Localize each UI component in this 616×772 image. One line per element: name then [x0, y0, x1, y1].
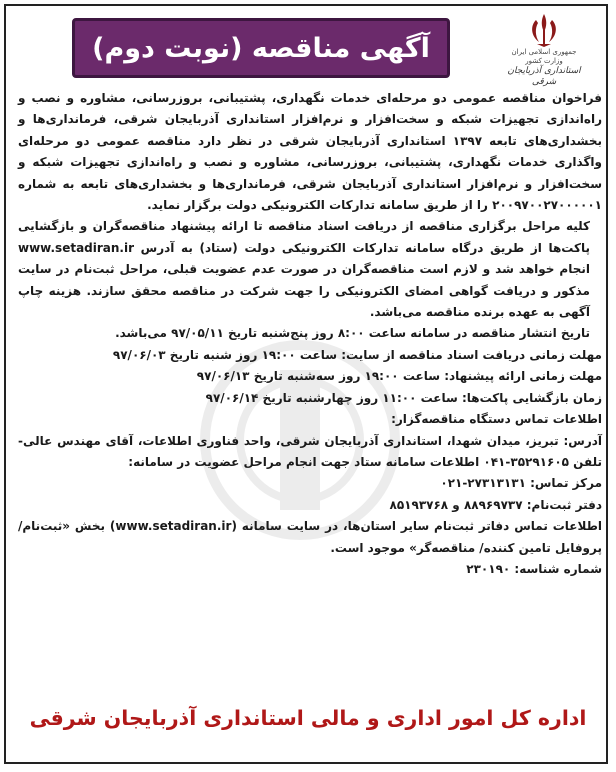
identifier-number: شماره شناسه: ۲۳۰۱۹۰ — [466, 561, 602, 576]
doc-deadline: مهلت زمانی دریافت اسناد مناقصه از سایت: ساعت ۱۹:۰۰ روز شنبه تاریخ ۹۷/۰۶/۰۳ — [112, 347, 602, 362]
contact-heading: اطلاعات تماس دستگاه مناقصه‌گزار: — [391, 412, 602, 427]
other-provinces-info: اطلاعات تماس دفاتر ثبت‌نام سایر استان‌ها، در سایت سامانه (www.setadiran.ir) بخش «ثبت‌نام/ پروفایل تامین کننده/ مناقصه‌گر» موجود است. — [18, 519, 602, 555]
logo — [496, 12, 592, 87]
logo-line1: جمهوری اسلامی ایران — [511, 48, 577, 56]
contact-address: آدرس: تبریز، میدان شهدا، استانداری آذربایجان شرقی، واحد فناوری اطلاعات، آقای مهندس عالی- تلفن ۳۵۲۹۱۶۰۵-۰۴۱ اطلاعات سامانه ستاد جهت انجام مراحل عضویت در سامانه: — [18, 433, 602, 469]
publish-date: تاریخ انتشار مناقصه در سامانه ساعت ۸:۰۰ روز پنج‌شنبه تاریخ ۹۷/۰۵/۱۱ می‌باشد. — [115, 326, 590, 341]
opening-time: زمان بازگشایی پاکت‌ها: ساعت ۱۱:۰۰ روز چهارشنبه تاریخ ۹۷/۰۶/۱۴ — [205, 390, 602, 405]
paragraph-intro: فراخوان مناقصه عمومی دو مرحله‌ای خدمات نگهداری، پشتیبانی، بروزرسانی، مشاوره و نصب و راه‌اندازی تجهیزات شبکه و سخت‌افزار و نرم‌افزار استانداری آذربایجان شرقی، فرمانداری‌ها و بخشداری‌های تابعه ۱۳۹۷ استانداری آذربایجان شرقی در نظر دارد مناقصه عمومی دو مرحله‌ای واگذاری خدمات نگهداری، پشتیبانی، بروزرسانی، مشاوره و نصب و راه‌اندازی تجهیزات شبکه و سخت‌افزار و نرم‌افزار استانداری آذربایجان شرقی، فرمانداری‌ها و بخشداری‌های تابعه به شماره ۲۰۰۹۷۰۰۲۷۰۰۰۰۰۱ را از طریق سامانه تدارکات الکترونیکی دولت برگزار نماید. — [18, 91, 602, 213]
iran-emblem-icon — [527, 12, 561, 48]
header — [10, 8, 606, 86]
registration-office: دفتر ثبت‌نام: ۸۸۹۶۹۷۳۷ و ۸۵۱۹۳۷۶۸ — [389, 497, 602, 512]
logo-line2: وزارت کشور — [525, 57, 563, 65]
call-center: مرکز تماس: ۲۷۳۱۳۱۳۱-۰۲۱ — [440, 476, 602, 491]
page-title: آگهی مناقصه (نوبت دوم) — [92, 32, 430, 64]
notice-body — [18, 88, 602, 580]
logo-name: استانداری آذربایجان شرقی — [507, 66, 581, 87]
footer-signature: اداره کل امور اداری و مالی استانداری آذربایجان شرقی — [29, 706, 587, 730]
paragraph-process: کلیه مراحل برگزاری مناقصه از دریافت اسناد مناقصه تا ارائه پیشنهاد مناقصه‌گران و بازگشایی پاکت‌ها از طریق درگاه سامانه تدارکات الکترونیکی دولت (ستاد) به آدرس www.setadiran.ir انجام خواهد شد و لازم است مناقصه‌گران در صورت عدم عضویت قبلی، مراحل ثبت‌نام در سایت مذکور و دریافت گواهی امضای الکترونیکی را جهت شرکت در مناقصه محقق سازند. هزینه چاپ آگهی به عهده برنده مناقصه می‌باشد. — [18, 219, 590, 320]
title-banner — [72, 18, 450, 78]
bid-deadline: مهلت زمانی ارائه پیشنهاد: ساعت ۱۹:۰۰ روز سه‌شنبه تاریخ ۹۷/۰۶/۱۳ — [196, 369, 602, 384]
